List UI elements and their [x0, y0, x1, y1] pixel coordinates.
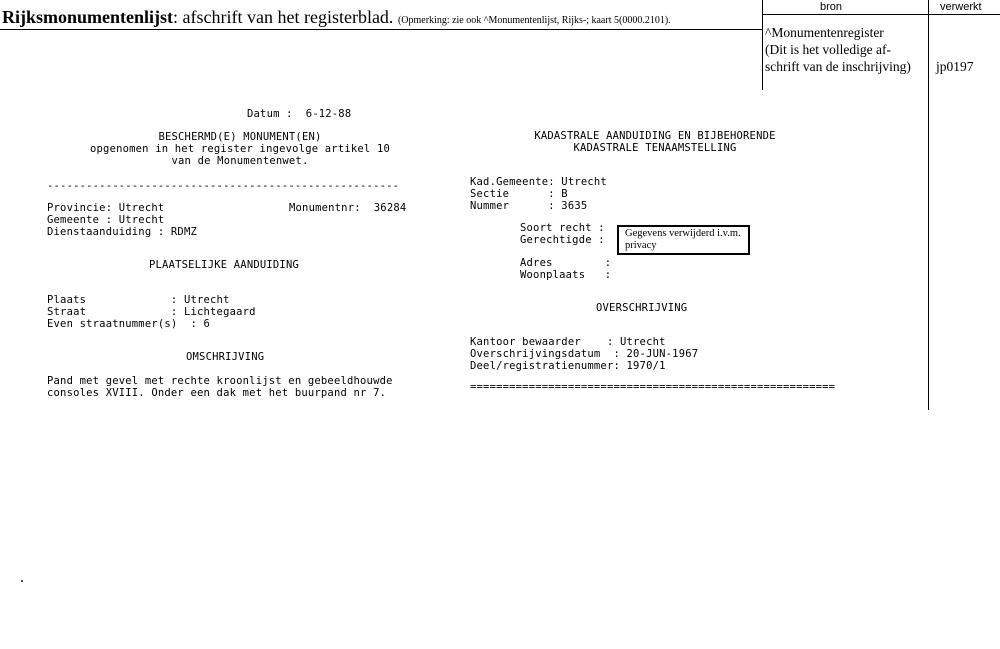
register-title-1: BESCHERMD(E) MONUMENT(EN)	[158, 131, 322, 143]
kadastrale-title-2: KADASTRALE TENAAMSTELLING	[573, 142, 737, 154]
column-header-bron: bron	[820, 1, 843, 13]
woonplaats: Woonplaats :	[520, 269, 612, 281]
monumentnr: Monumentnr: 36284	[289, 202, 407, 214]
dash-separator: ------------------------------------------------------	[47, 180, 400, 192]
table-column-divider	[928, 0, 929, 410]
gemeente: Gemeente : Utrecht	[47, 214, 165, 226]
kadastrale-title-1: KADASTRALE AANDUIDING EN BIJBEHORENDE	[534, 130, 776, 142]
title-rest: : afschrift van het registerblad.	[173, 7, 394, 27]
title-note: (Opmerking: zie ook ^Monumentenlijst, Rijks-; kaart 5(0000.2101).	[397, 15, 671, 26]
overschrijvingsdatum: Overschrijvingsdatum : 20-JUN-1967	[470, 348, 699, 360]
provincie: Provincie: Utrecht	[47, 202, 165, 214]
soort-recht: Soort recht :	[520, 222, 605, 234]
kad-gemeente: Kad.Gemeente: Utrecht	[470, 176, 607, 188]
deel-registratienummer: Deel/registratienummer: 1970/1	[470, 360, 666, 372]
datum: Datum : 6-12-88	[247, 108, 352, 120]
omschrijving-line-2: consoles XVIII. Onder een dak met het buurpand nr 7.	[47, 387, 387, 399]
verwerkt-value: jp0197	[936, 59, 974, 74]
document-title	[2, 7, 671, 28]
straat: Straat : Lichtegaard	[47, 306, 256, 318]
nummer: Nummer : 3635	[470, 200, 588, 212]
overschrijving-heading: OVERSCHRIJVING	[596, 302, 688, 314]
bron-line-3: schrift van de inschrijving)	[765, 59, 911, 74]
register-title-2: opgenomen in het register ingevolge artikel 10	[90, 143, 390, 155]
gerechtigde: Gerechtigde :	[520, 234, 605, 246]
omschrijving-line-1: Pand met gevel met rechte kroonlijst en gebeeldhouwde	[47, 375, 393, 387]
sectie: Sectie : B	[470, 188, 568, 200]
column-header-verwerkt: verwerkt	[940, 1, 982, 13]
omschrijving-heading: OMSCHRIJVING	[186, 351, 265, 363]
plaats: Plaats : Utrecht	[47, 294, 230, 306]
register-title-3: van de Monumentenwet.	[171, 155, 309, 167]
bron-line-1: ^Monumentenregister	[765, 25, 884, 40]
equals-separator: ========================================================	[470, 381, 836, 393]
plaats-heading: PLAATSELIJKE AANDUIDING	[149, 259, 299, 271]
table-header-line	[762, 14, 1000, 15]
title-bold: Rijksmonumentenlijst	[2, 7, 174, 27]
speck	[21, 580, 23, 582]
privacy-redaction-box	[617, 225, 750, 255]
header-underline	[0, 29, 762, 30]
privacy-note: Gegevens verwijderd i.v.m. privacy	[625, 228, 741, 251]
bron-line-2: (Dit is het volledige af-	[765, 42, 891, 57]
table-left-border	[762, 0, 763, 90]
adres: Adres :	[520, 257, 612, 269]
dienstaanduiding: Dienstaanduiding : RDMZ	[47, 226, 197, 238]
even-straatnummer: Even straatnummer(s) : 6	[47, 318, 211, 330]
kantoor-bewaarder: Kantoor bewaarder : Utrecht	[470, 336, 666, 348]
